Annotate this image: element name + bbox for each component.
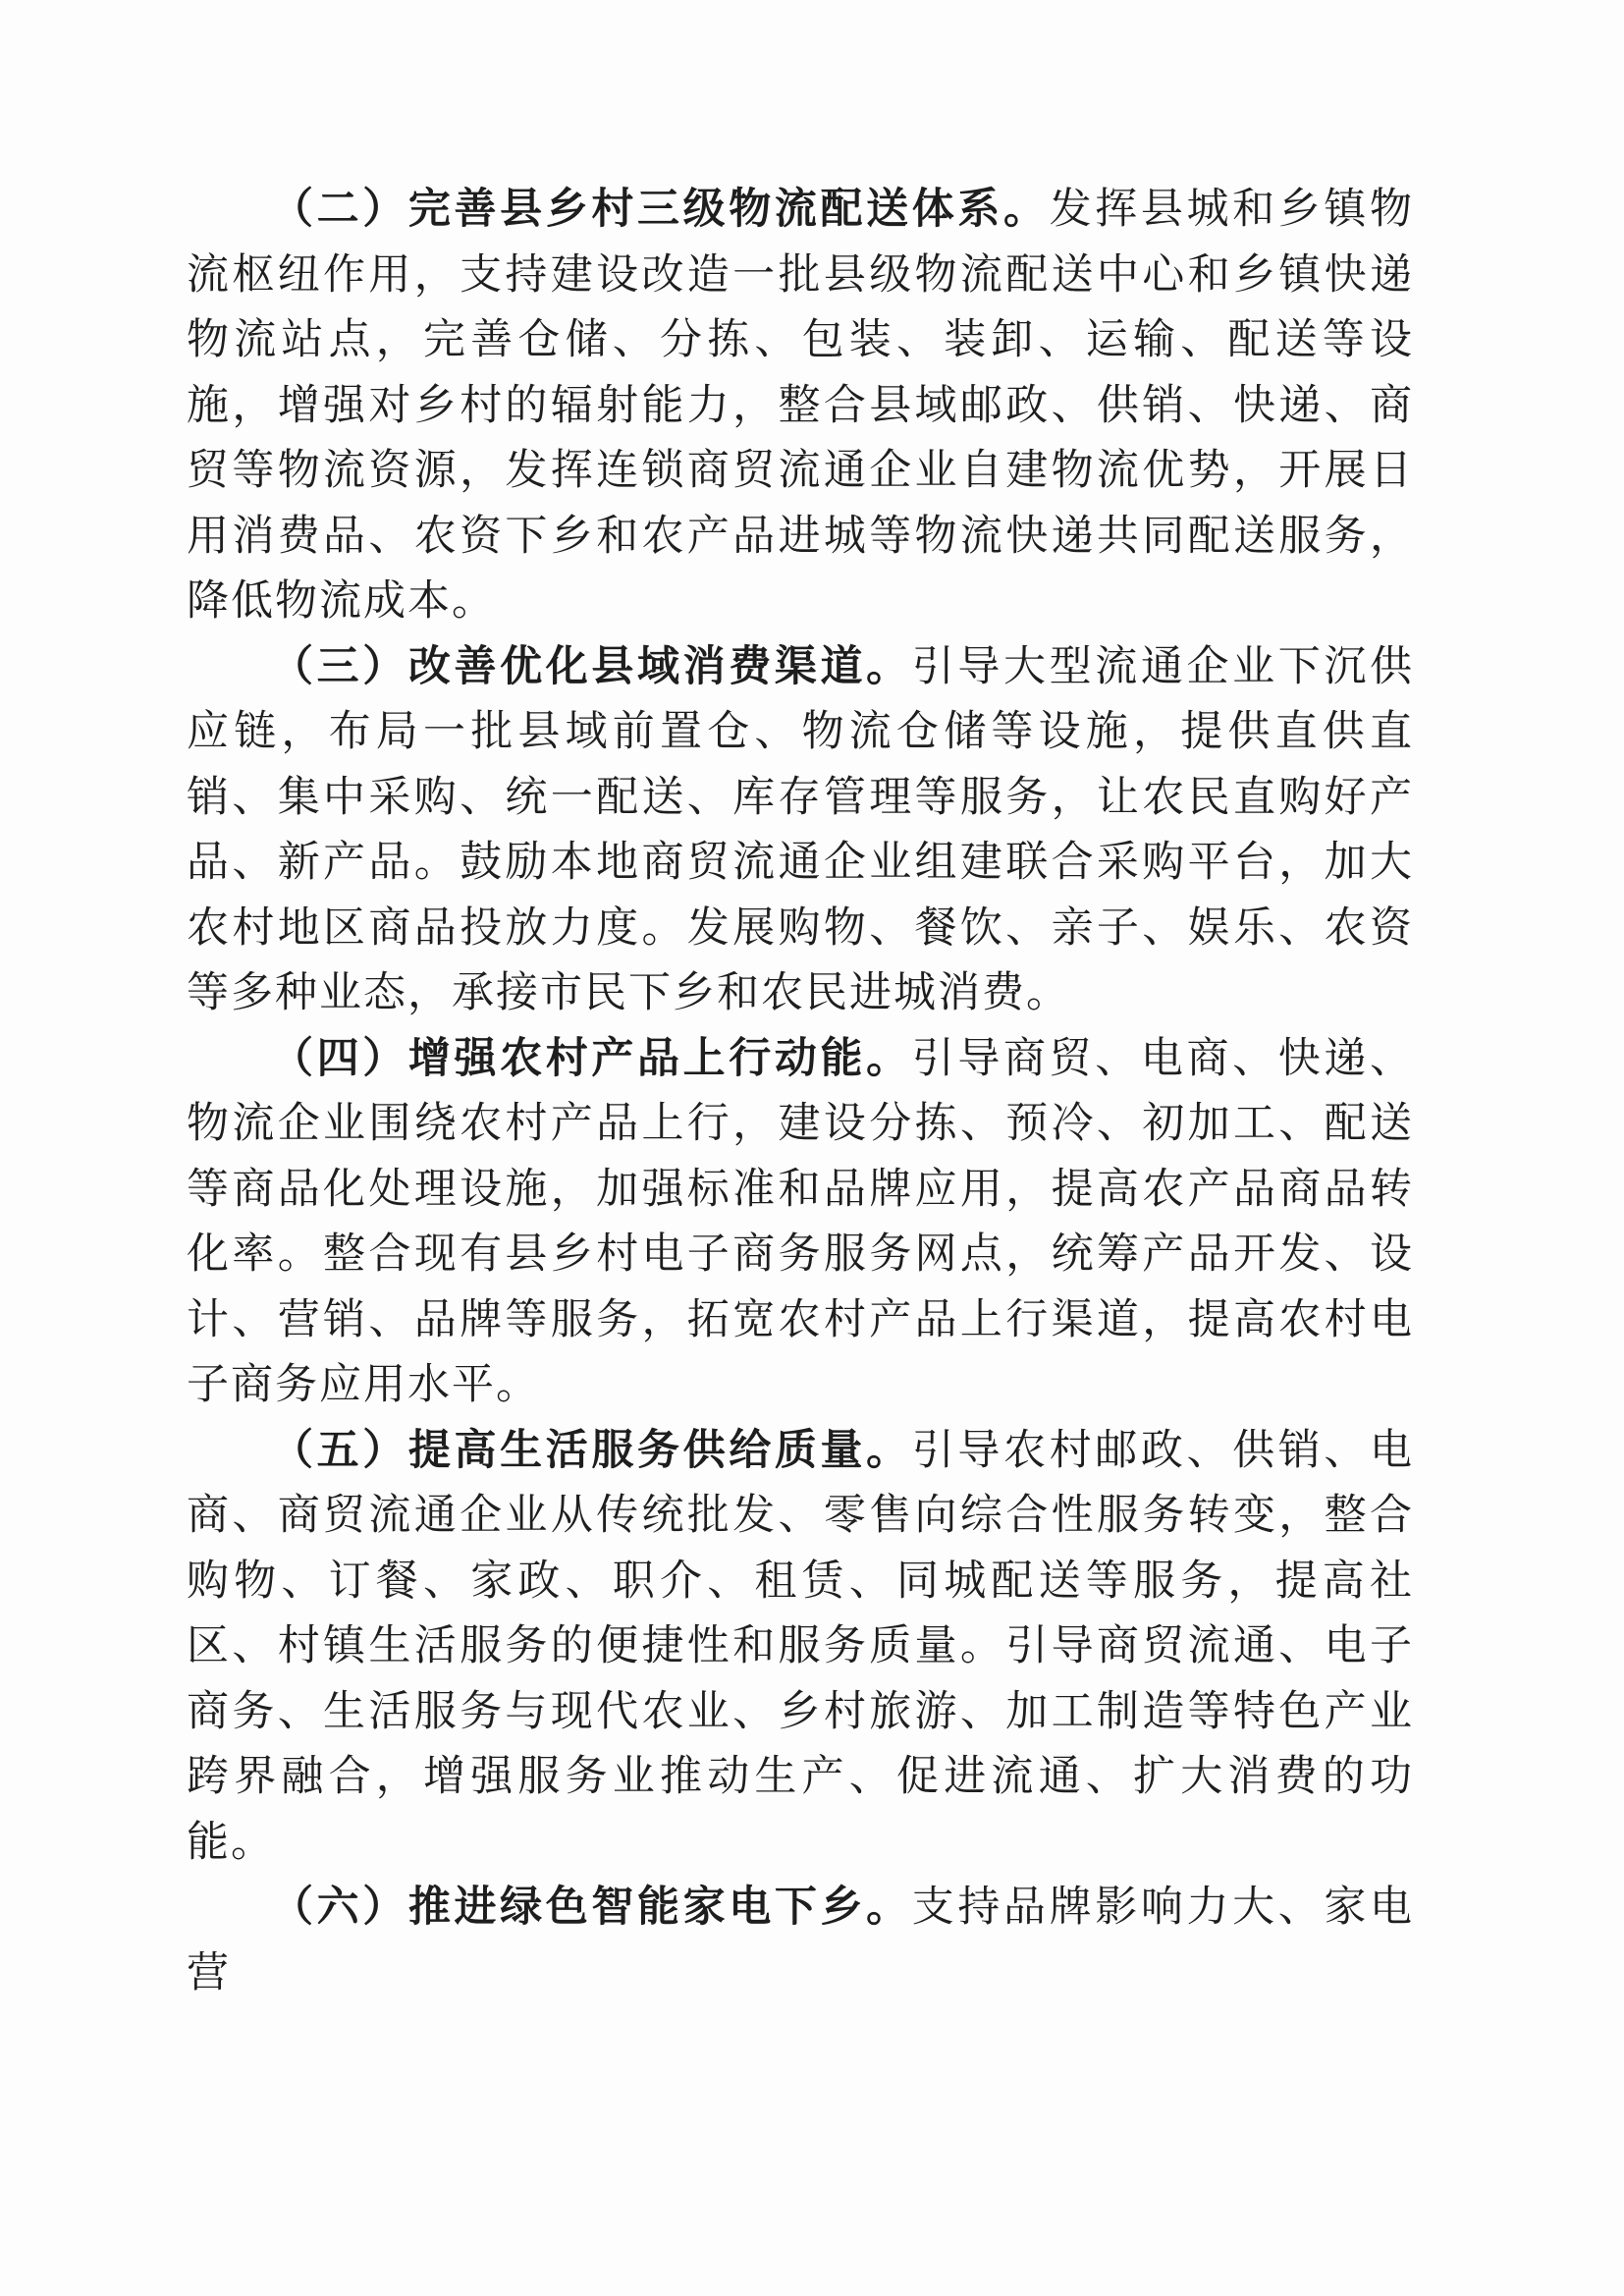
paragraph-heading: （六）推进绿色智能家电下乡。 — [271, 1883, 912, 1932]
paragraph-heading: （二）完善县乡村三级物流配送体系。 — [271, 185, 1050, 234]
paragraph-heading: （五）提高生活服务供给质量。 — [271, 1425, 912, 1475]
paragraph-6 — [187, 1875, 1414, 2005]
paragraph-5 — [187, 1418, 1414, 1876]
document-body — [187, 177, 1414, 2005]
paragraph-4 — [187, 1026, 1414, 1418]
paragraph-text: 发挥县城和乡镇物流枢纽作用，支持建设改造一批县级物流配送中心和乡镇快递物流站点，完善仓储、分拣、包装、装卸、运输、配送等设施，增强对乡村的辐射能力，整合县域邮政、供销、快递、商贸等物流资源，发挥连锁商贸流通企业自建物流优势，开展日用消费品、农资下乡和农产品进城等物流快递共同配送服务，降低物流成本。 — [187, 185, 1414, 626]
paragraph-heading: （三）改善优化县域消费渠道。 — [271, 641, 912, 691]
paragraph-heading: （四）增强农村产品上行动能。 — [271, 1033, 912, 1083]
paragraph-text: 支持品牌影响力大、家电营 — [187, 1883, 1414, 1997]
paragraph-text: 引导农村邮政、供销、电商、商贸流通企业从传统批发、零售向综合性服务转变，整合购物、订餐、家政、职介、租赁、同城配送等服务，提高社区、村镇生活服务的便捷性和服务质量。引导商贸流通、电子商务、生活服务与现代农业、乡村旅游、加工制造等特色产业跨界融合，增强服务业推动生产、促进流通、扩大消费的功能。 — [187, 1425, 1414, 1867]
paragraph-text: 引导商贸、电商、快递、物流企业围绕农村产品上行，建设分拣、预冷、初加工、配送等商品化处理设施，加强标准和品牌应用，提高农产品商品转化率。整合现有县乡村电子商务服务网点，统筹产品开发、设计、营销、品牌等服务，拓宽农村产品上行渠道，提高农村电子商务应用水平。 — [187, 1033, 1414, 1409]
paragraph-3 — [187, 634, 1414, 1026]
paragraph-text: 引导大型流通企业下沉供应链，布局一批县域前置仓、物流仓储等设施，提供直供直销、集中采购、统一配送、库存管理等服务，让农民直购好产品、新产品。鼓励本地商贸流通企业组建联合采购平台，加大农村地区商品投放力度。发展购物、餐饮、亲子、娱乐、农资等多种业态，承接市民下乡和农民进城消费。 — [187, 641, 1414, 1017]
paragraph-2 — [187, 177, 1414, 634]
